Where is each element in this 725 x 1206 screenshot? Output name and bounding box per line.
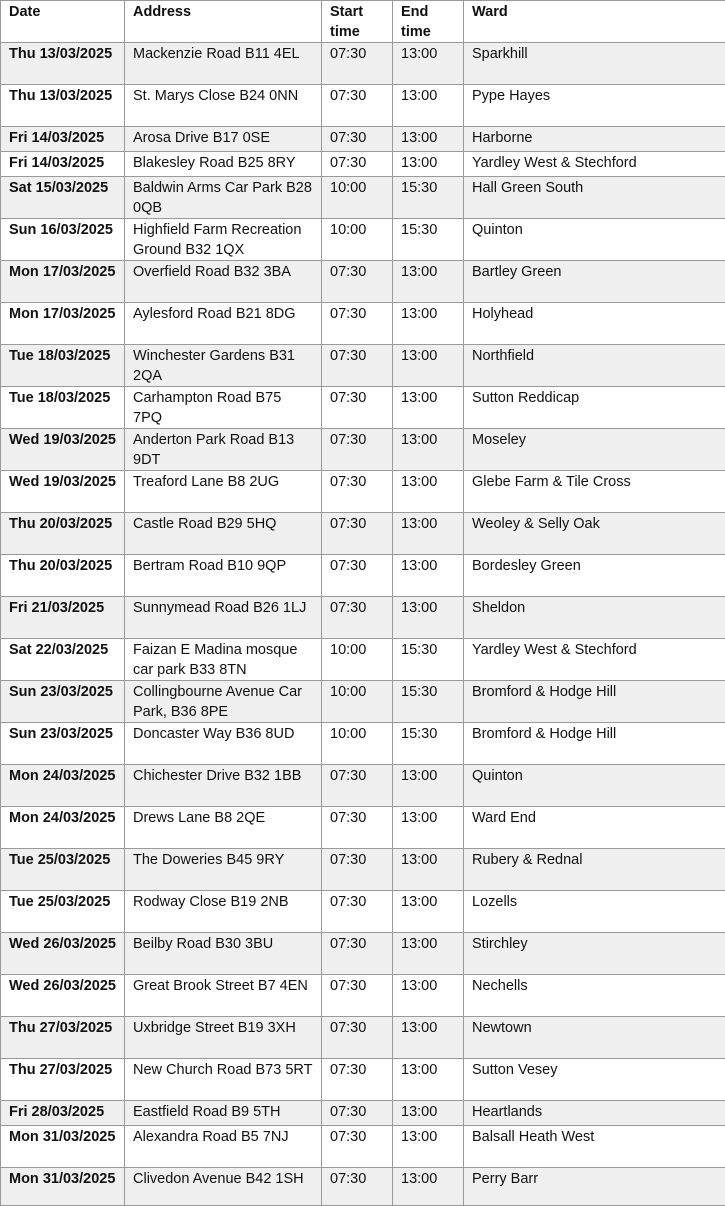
cell-date: Thu 13/03/2025 [1, 85, 125, 127]
cell-ward: Quinton [464, 219, 725, 261]
cell-ward: Yardley West & Stechford [464, 639, 725, 681]
cell-address: Collingbourne Avenue Car Park, B36 8PE [125, 681, 322, 723]
cell-start-time: 07:30 [322, 387, 393, 429]
cell-address: New Church Road B73 5RT [125, 1059, 322, 1101]
cell-ward: Sparkhill [464, 43, 725, 85]
cell-end-time: 13:00 [393, 43, 464, 85]
cell-date: Tue 18/03/2025 [1, 345, 125, 387]
cell-end-time: 13:00 [393, 555, 464, 597]
table-row [1, 219, 725, 261]
cell-start-time: 07:30 [322, 891, 393, 933]
cell-ward: Ward End [464, 807, 725, 849]
table-row [1, 975, 725, 1017]
cell-date: Sun 23/03/2025 [1, 723, 125, 765]
cell-address: Clivedon Avenue B42 1SH [125, 1168, 322, 1206]
cell-end-time: 13:00 [393, 891, 464, 933]
cell-address: Carhampton Road B75 7PQ [125, 387, 322, 429]
cell-date: Tue 25/03/2025 [1, 891, 125, 933]
cell-end-time: 13:00 [393, 471, 464, 513]
cell-end-time: 13:00 [393, 807, 464, 849]
cell-ward: Yardley West & Stechford [464, 152, 725, 177]
cell-date: Mon 31/03/2025 [1, 1126, 125, 1168]
cell-address: Arosa Drive B17 0SE [125, 127, 322, 152]
cell-start-time: 07:30 [322, 933, 393, 975]
table-row [1, 85, 725, 127]
cell-end-time: 13:00 [393, 85, 464, 127]
cell-end-time: 13:00 [393, 1017, 464, 1059]
cell-date: Tue 18/03/2025 [1, 387, 125, 429]
header-address: Address [125, 1, 322, 43]
table-row [1, 891, 725, 933]
cell-ward: Weoley & Selly Oak [464, 513, 725, 555]
header-date: Date [1, 1, 125, 43]
cell-ward: Northfield [464, 345, 725, 387]
cell-start-time: 07:30 [322, 807, 393, 849]
table-row [1, 639, 725, 681]
cell-date: Thu 20/03/2025 [1, 513, 125, 555]
cell-date: Thu 27/03/2025 [1, 1017, 125, 1059]
cell-ward: Hall Green South [464, 177, 725, 219]
table-row [1, 43, 725, 85]
cell-ward: Pype Hayes [464, 85, 725, 127]
cell-date: Thu 27/03/2025 [1, 1059, 125, 1101]
cell-end-time: 13:00 [393, 513, 464, 555]
cell-date: Sun 16/03/2025 [1, 219, 125, 261]
cell-ward: Quinton [464, 765, 725, 807]
cell-date: Fri 14/03/2025 [1, 127, 125, 152]
cell-start-time: 07:30 [322, 1017, 393, 1059]
cell-address: Highfield Farm Recreation Ground B32 1QX [125, 219, 322, 261]
cell-start-time: 07:30 [322, 1059, 393, 1101]
cell-address: Aylesford Road B21 8DG [125, 303, 322, 345]
cell-ward: Lozells [464, 891, 725, 933]
cell-start-time: 07:30 [322, 1168, 393, 1206]
cell-start-time: 10:00 [322, 177, 393, 219]
cell-date: Fri 21/03/2025 [1, 597, 125, 639]
cell-ward: Sutton Vesey [464, 1059, 725, 1101]
cell-date: Fri 28/03/2025 [1, 1101, 125, 1126]
cell-ward: Bromford & Hodge Hill [464, 723, 725, 765]
table-row [1, 1017, 725, 1059]
table-row [1, 303, 725, 345]
table-row [1, 127, 725, 152]
cell-ward: Stirchley [464, 933, 725, 975]
cell-date: Thu 13/03/2025 [1, 43, 125, 85]
cell-start-time: 07:30 [322, 429, 393, 471]
cell-date: Thu 20/03/2025 [1, 555, 125, 597]
table-row [1, 152, 725, 177]
cell-start-time: 10:00 [322, 681, 393, 723]
cell-start-time: 07:30 [322, 555, 393, 597]
cell-address: Great Brook Street B7 4EN [125, 975, 322, 1017]
cell-ward: Harborne [464, 127, 725, 152]
table-row [1, 723, 725, 765]
table-row [1, 513, 725, 555]
cell-ward: Perry Barr [464, 1168, 725, 1206]
cell-address: Overfield Road B32 3BA [125, 261, 322, 303]
cell-start-time: 07:30 [322, 597, 393, 639]
cell-ward: Heartlands [464, 1101, 725, 1126]
cell-ward: Holyhead [464, 303, 725, 345]
cell-address: Blakesley Road B25 8RY [125, 152, 322, 177]
cell-address: Uxbridge Street B19 3XH [125, 1017, 322, 1059]
cell-end-time: 13:00 [393, 345, 464, 387]
table-row [1, 387, 725, 429]
cell-start-time: 07:30 [322, 1101, 393, 1126]
cell-address: Baldwin Arms Car Park B28 0QB [125, 177, 322, 219]
cell-start-time: 07:30 [322, 261, 393, 303]
cell-address: Bertram Road B10 9QP [125, 555, 322, 597]
cell-end-time: 15:30 [393, 219, 464, 261]
table-body [1, 43, 725, 1206]
cell-end-time: 13:00 [393, 429, 464, 471]
cell-end-time: 13:00 [393, 933, 464, 975]
cell-date: Tue 25/03/2025 [1, 849, 125, 891]
cell-address: St. Marys Close B24 0NN [125, 85, 322, 127]
table-row [1, 849, 725, 891]
table-row [1, 345, 725, 387]
table-row [1, 555, 725, 597]
cell-end-time: 13:00 [393, 1126, 464, 1168]
cell-ward: Balsall Heath West [464, 1126, 725, 1168]
cell-end-time: 15:30 [393, 177, 464, 219]
cell-start-time: 07:30 [322, 303, 393, 345]
cell-start-time: 07:30 [322, 1126, 393, 1168]
cell-start-time: 07:30 [322, 127, 393, 152]
cell-date: Sun 23/03/2025 [1, 681, 125, 723]
cell-end-time: 15:30 [393, 723, 464, 765]
cell-end-time: 13:00 [393, 765, 464, 807]
cell-end-time: 13:00 [393, 261, 464, 303]
cell-address: Winchester Gardens B31 2QA [125, 345, 322, 387]
cell-end-time: 13:00 [393, 387, 464, 429]
cell-address: Treaford Lane B8 2UG [125, 471, 322, 513]
table-row [1, 177, 725, 219]
cell-end-time: 15:30 [393, 681, 464, 723]
cell-date: Mon 17/03/2025 [1, 261, 125, 303]
table-row [1, 1126, 725, 1168]
cell-start-time: 10:00 [322, 219, 393, 261]
cell-end-time: 13:00 [393, 152, 464, 177]
cell-start-time: 07:30 [322, 513, 393, 555]
cell-address: Rodway Close B19 2NB [125, 891, 322, 933]
cell-address: Anderton Park Road B13 9DT [125, 429, 322, 471]
cell-date: Mon 24/03/2025 [1, 807, 125, 849]
cell-start-time: 07:30 [322, 152, 393, 177]
table-row [1, 471, 725, 513]
cell-address: Faizan E Madina mosque car park B33 8TN [125, 639, 322, 681]
cell-date: Mon 17/03/2025 [1, 303, 125, 345]
cell-ward: Rubery & Rednal [464, 849, 725, 891]
cell-end-time: 13:00 [393, 975, 464, 1017]
cell-address: Beilby Road B30 3BU [125, 933, 322, 975]
cell-date: Mon 31/03/2025 [1, 1168, 125, 1206]
header-end-time: End time [393, 1, 464, 43]
cell-address: Mackenzie Road B11 4EL [125, 43, 322, 85]
table-row [1, 1101, 725, 1126]
cell-start-time: 07:30 [322, 765, 393, 807]
cell-date: Wed 19/03/2025 [1, 429, 125, 471]
cell-start-time: 07:30 [322, 471, 393, 513]
cell-end-time: 13:00 [393, 303, 464, 345]
cell-ward: Newtown [464, 1017, 725, 1059]
cell-start-time: 07:30 [322, 345, 393, 387]
cell-ward: Bordesley Green [464, 555, 725, 597]
cell-date: Sat 22/03/2025 [1, 639, 125, 681]
cell-ward: Sutton Reddicap [464, 387, 725, 429]
header-start-time: Start time [322, 1, 393, 43]
cell-start-time: 10:00 [322, 639, 393, 681]
table-row [1, 429, 725, 471]
cell-start-time: 07:30 [322, 975, 393, 1017]
cell-ward: Glebe Farm & Tile Cross [464, 471, 725, 513]
cell-address: The Doweries B45 9RY [125, 849, 322, 891]
cell-date: Wed 26/03/2025 [1, 975, 125, 1017]
header-row [1, 1, 725, 43]
cell-end-time: 13:00 [393, 849, 464, 891]
cell-end-time: 13:00 [393, 1168, 464, 1206]
cell-address: Chichester Drive B32 1BB [125, 765, 322, 807]
header-ward: Ward [464, 1, 725, 43]
cell-end-time: 13:00 [393, 1059, 464, 1101]
cell-date: Mon 24/03/2025 [1, 765, 125, 807]
table-row [1, 1059, 725, 1101]
cell-address: Sunnymead Road B26 1LJ [125, 597, 322, 639]
cell-ward: Bromford & Hodge Hill [464, 681, 725, 723]
table-row [1, 807, 725, 849]
cell-ward: Nechells [464, 975, 725, 1017]
cell-start-time: 10:00 [322, 723, 393, 765]
cell-end-time: 13:00 [393, 1101, 464, 1126]
cell-date: Wed 26/03/2025 [1, 933, 125, 975]
table-header [1, 1, 725, 43]
table-row [1, 933, 725, 975]
cell-address: Castle Road B29 5HQ [125, 513, 322, 555]
table-row [1, 597, 725, 639]
cell-ward: Bartley Green [464, 261, 725, 303]
cell-end-time: 13:00 [393, 597, 464, 639]
cell-ward: Moseley [464, 429, 725, 471]
cell-address: Alexandra Road B5 7NJ [125, 1126, 322, 1168]
cell-date: Sat 15/03/2025 [1, 177, 125, 219]
cell-address: Doncaster Way B36 8UD [125, 723, 322, 765]
cell-address: Eastfield Road B9 5TH [125, 1101, 322, 1126]
cell-start-time: 07:30 [322, 85, 393, 127]
table-row [1, 261, 725, 303]
cell-start-time: 07:30 [322, 43, 393, 85]
table-row [1, 681, 725, 723]
cell-end-time: 15:30 [393, 639, 464, 681]
cell-date: Wed 19/03/2025 [1, 471, 125, 513]
cell-start-time: 07:30 [322, 849, 393, 891]
cell-address: Drews Lane B8 2QE [125, 807, 322, 849]
table-row [1, 765, 725, 807]
cell-ward: Sheldon [464, 597, 725, 639]
cell-end-time: 13:00 [393, 127, 464, 152]
cell-date: Fri 14/03/2025 [1, 152, 125, 177]
